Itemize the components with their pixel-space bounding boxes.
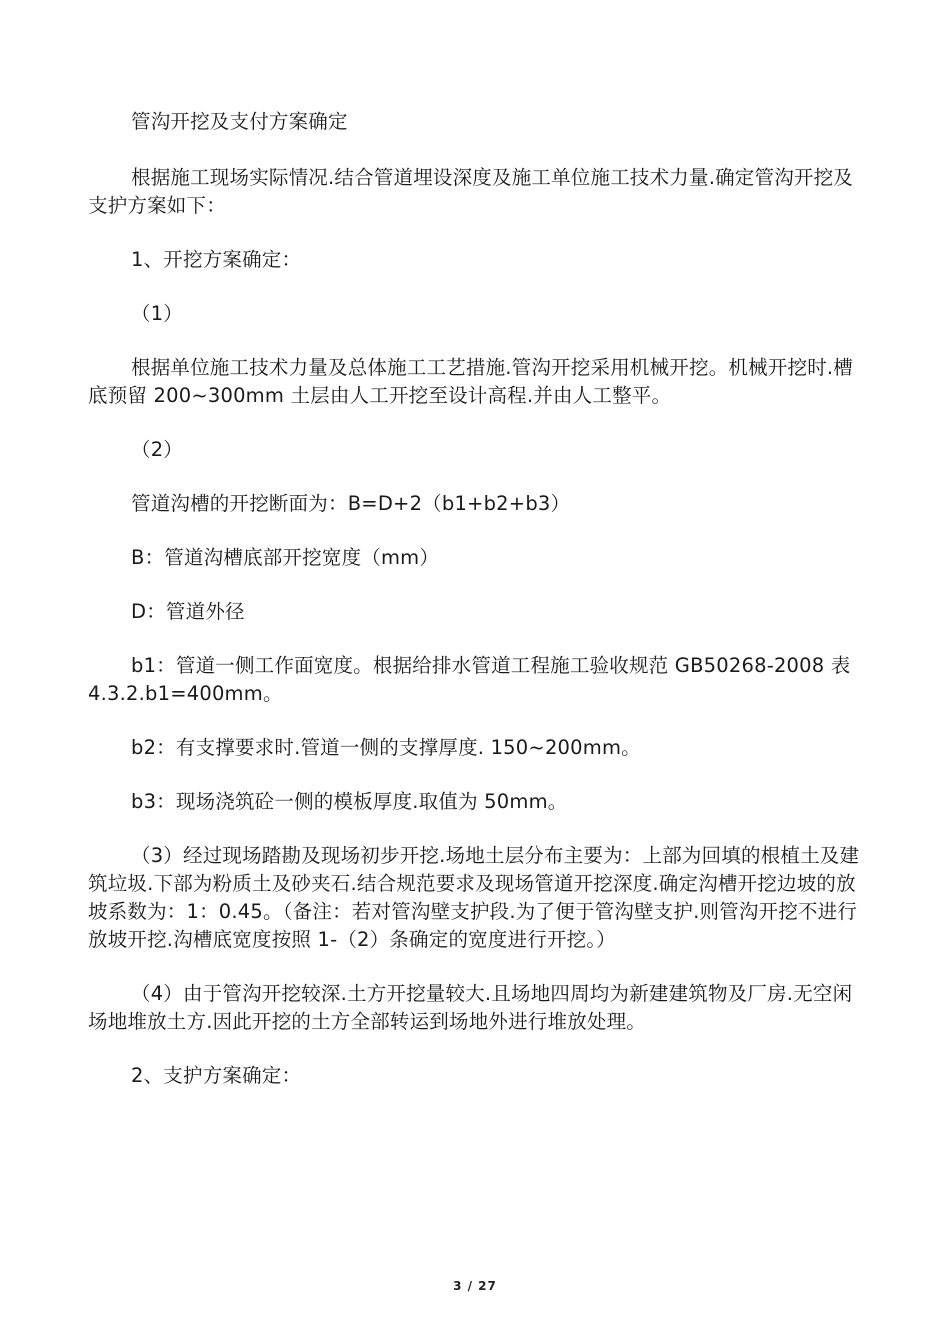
item-marker-1: （1） bbox=[131, 302, 184, 325]
paragraph-mechanical-excavation: 根据单位施工技术力量及总体施工工艺措施.管沟开挖采用机械开挖。机械开挖时.槽底预留 200~300mm 土层由人工开挖至设计高程.并由人工整平。 bbox=[88, 356, 853, 407]
definition-b: B：管道沟槽底部开挖宽度（mm） bbox=[131, 546, 440, 569]
paragraph-item-4: （4）由于管沟开挖较深.土方开挖量较大.且场地四周均为新建建筑物及厂房.无空闲场地堆放土方.因此开挖的土方全部转运到场地外进行堆放处理。 bbox=[88, 982, 853, 1033]
definition-d: D：管道外径 bbox=[131, 600, 245, 623]
section-heading: 管沟开挖及支付方案确定 bbox=[131, 110, 348, 133]
definition-b3: b3：现场浇筑砼一侧的模板厚度.取值为 50mm。 bbox=[131, 790, 568, 813]
page-number: 3 / 27 bbox=[453, 1279, 497, 1293]
document-body bbox=[88, 108, 864, 1090]
item-marker-2: （2） bbox=[131, 438, 184, 461]
definition-b1: b1：管道一侧工作面宽度。根据给排水管道工程施工验收规范 GB50268-2008 表 4.3.2.b1=400mm。 bbox=[88, 654, 851, 705]
subsection-heading-excavation: 1、开挖方案确定： bbox=[131, 248, 302, 271]
definition-b2: b2：有支撑要求时.管道一侧的支撑厚度. 150~200mm。 bbox=[131, 736, 641, 759]
intro-paragraph: 根据施工现场实际情况.结合管道埋设深度及施工单位施工技术力量.确定管沟开挖及支护方案如下： bbox=[88, 166, 853, 217]
subsection-heading-support: 2、支护方案确定： bbox=[131, 1064, 302, 1087]
paragraph-item-3: （3）经过现场踏勘及现场初步开挖.场地土层分布主要为：上部为回填的根植土及建筑垃圾.下部为粉质土及砂夹石.结合规范要求及现场管道开挖深度.确定沟槽开挖边坡的放坡系数为：1：0.45。（备注：若对管沟壁支护段.为了便于管沟壁支护.则管沟开挖不进行放坡开挖.沟槽底宽度按照 1-（2）条确定的宽度进行开挖。） bbox=[88, 844, 860, 951]
formula-line: 管道沟槽的开挖断面为：B=D+2（b1+b2+b3） bbox=[131, 492, 571, 515]
